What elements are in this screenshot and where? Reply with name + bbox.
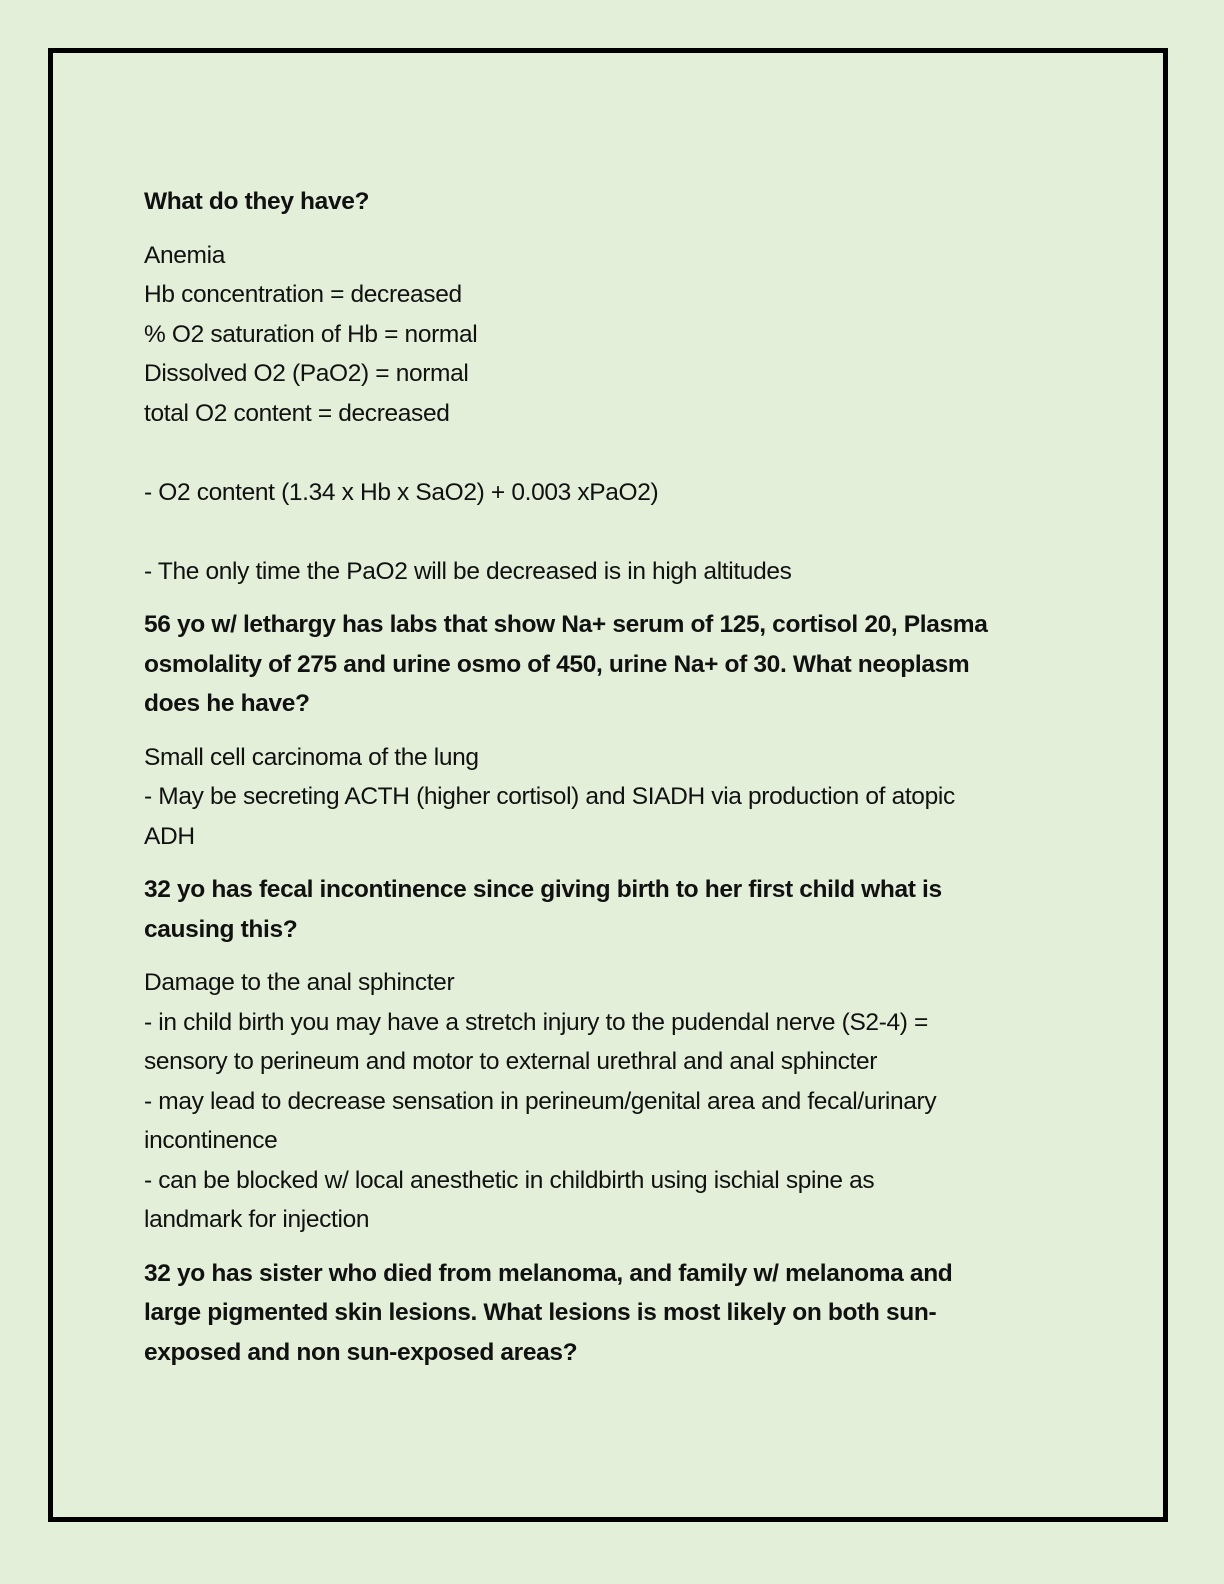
answer-line: total O2 content = decreased: [144, 399, 450, 427]
answer-line: - May be secreting ACTH (higher cortisol) and SIADH via production of atopic: [144, 783, 955, 810]
answer-line: ADH: [144, 822, 195, 850]
answer-2: [144, 738, 1064, 857]
answer-line: Damage to the anal sphincter: [144, 969, 455, 996]
answer-line: - can be blocked w/ local anesthetic in childbirth using ischial spine as: [144, 1166, 875, 1194]
answer-line: landmark for injection: [144, 1206, 370, 1233]
answer-line: - in child birth you may have a stretch injury to the pudendal nerve (S2-4) =: [144, 1008, 929, 1036]
qa-block-4: [144, 1254, 1064, 1373]
qa-block-1: [144, 182, 1064, 591]
answer-line: Hb concentration = decreased: [144, 281, 462, 308]
blank-line: [144, 512, 1064, 552]
answer-line: sensory to perineum and motor to external urethral and anal sphincter: [144, 1048, 878, 1075]
qa-block-2: [144, 605, 1064, 856]
question-line: 56 yo w/ lethargy has labs that show Na+ serum of 125, cortisol 20, Plasma: [144, 611, 988, 638]
question-line: What do they have?: [144, 188, 370, 215]
answer-line: - may lead to decrease sensation in perineum/genital area and fecal/urinary: [144, 1087, 937, 1115]
question-4: [144, 1254, 1064, 1373]
question-line: osmolality of 275 and urine osmo of 450, urine Na+ of 30. What neoplasm: [144, 650, 970, 678]
answer-line: % O2 saturation of Hb = normal: [144, 320, 478, 348]
answer-line: - O2 content (1.34 x Hb x SaO2) + 0.003 xPaO2): [144, 478, 659, 506]
document-content: [144, 182, 1064, 1386]
question-line: causing this?: [144, 915, 298, 943]
question-2: [144, 605, 1064, 724]
answer-1: [144, 236, 1064, 592]
question-line: 32 yo has fecal incontinence since giving birth to her first child what is: [144, 876, 942, 903]
answer-3: [144, 963, 1064, 1240]
question-line: exposed and non sun-exposed areas?: [144, 1338, 578, 1366]
question-line: 32 yo has sister who died from melanoma, and family w/ melanoma and: [144, 1259, 953, 1287]
answer-line: Dissolved O2 (PaO2) = normal: [144, 360, 469, 387]
blank-line: [144, 433, 1064, 473]
answer-line: Anemia: [144, 241, 225, 269]
question-line: does he have?: [144, 690, 310, 717]
answer-line: - The only time the PaO2 will be decreased is in high altitudes: [144, 557, 792, 585]
answer-line: incontinence: [144, 1127, 278, 1154]
qa-block-3: [144, 870, 1064, 1240]
question-line: large pigmented skin lesions. What lesions is most likely on both sun-: [144, 1299, 937, 1326]
question-1: [144, 182, 1064, 222]
question-3: [144, 870, 1064, 949]
answer-line: Small cell carcinoma of the lung: [144, 743, 479, 771]
